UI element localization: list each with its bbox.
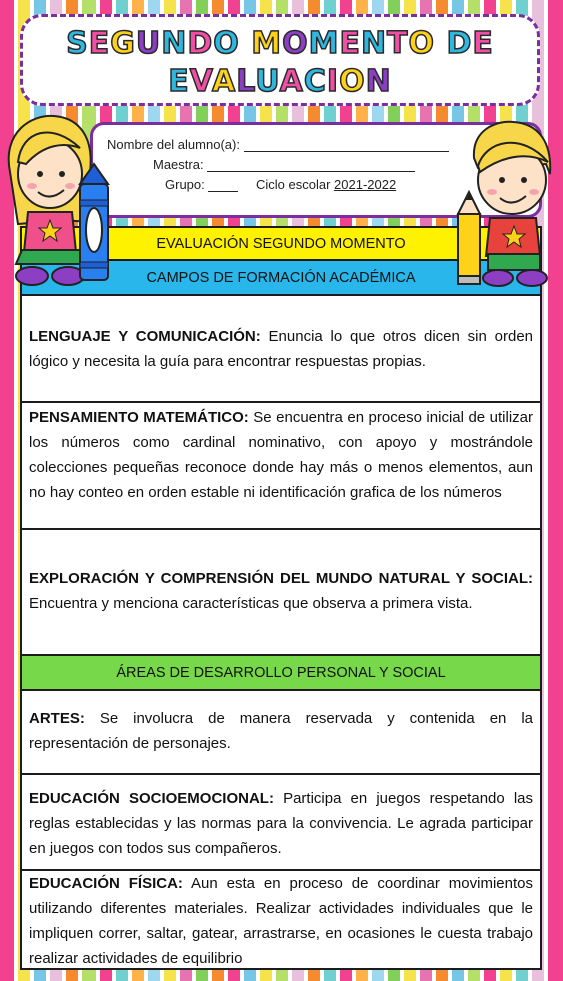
exploration-cell xyxy=(22,530,540,656)
title-line-1: SEGUNDO MOMENTO DE xyxy=(66,26,494,61)
math-heading: PENSAMIENTO MATEMÁTICO: xyxy=(29,409,249,426)
arts-text: Se involucra de manera reservada y contenida en la representación de personajes. xyxy=(29,710,534,752)
student-name-label: Nombre del alumno(a): xyxy=(107,137,240,152)
boy-with-pencil-illustration xyxy=(452,118,558,290)
math-cell xyxy=(22,403,540,530)
arts-heading: ARTES: xyxy=(29,710,85,727)
student-name-field[interactable] xyxy=(244,138,449,152)
academic-header: CAMPOS DE FORMACIÓN ACADÉMICA xyxy=(22,261,540,296)
group-label: Grupo: xyxy=(165,177,205,192)
teacher-label: Maestra: xyxy=(153,157,204,172)
girl-with-crayon-illustration xyxy=(2,112,114,290)
student-name-row xyxy=(107,137,449,152)
group-row xyxy=(165,177,396,192)
personal-header: ÁREAS DE DESARROLLO PERSONAL Y SOCIAL xyxy=(22,656,540,691)
language-text: Enuncia lo que otros dicen sin orden lógico y necesita la guía para encontrar respuestas propias. xyxy=(29,328,533,370)
teacher-row xyxy=(153,157,415,172)
evaluation-header: EVALUACIÓN SEGUNDO MOMENTO xyxy=(22,228,540,261)
socioemotional-cell xyxy=(22,775,540,871)
cycle-label: Ciclo escolar xyxy=(256,177,331,192)
socioemotional-text: Participa en juegos respetando las reglas establecidas y las normas para la convivencia. Le agrada participar en juegos con todos sus compañeros. xyxy=(29,790,534,857)
title-banner xyxy=(20,14,540,106)
socioemotional-heading: EDUCACIÓN SOCIOEMOCIONAL: xyxy=(29,790,274,807)
language-heading: LENGUAJE Y COMUNICACIÓN: xyxy=(29,328,261,345)
math-text: Se encuentra en proceso inicial de utilizar los números como cardinal nominativo, con apoyo y mostrándole colecciones pequeñas reconoce donde hay más o menos elementos, aun no hay conteo en orden estable ni identificación grafica de los números xyxy=(29,409,533,501)
arts-cell xyxy=(22,691,540,775)
exploration-text: Encuentra y menciona características que observa a primera vista. xyxy=(29,595,473,612)
teacher-field[interactable] xyxy=(207,158,415,172)
language-cell xyxy=(22,296,540,403)
exploration-heading: EXPLORACIÓN Y COMPRENSIÓN DEL MUNDO NATURAL Y SOCIAL: xyxy=(29,570,533,587)
title-line-2: EVALUACION xyxy=(168,64,392,99)
evaluation-table xyxy=(20,226,542,970)
physical-ed-cell xyxy=(22,871,540,970)
physical-ed-heading: EDUCACIÓN FÍSICA: xyxy=(29,875,183,892)
physical-ed-text: Aun esta en proceso de coordinar movimientos utilizando diferentes materiales. Realizar actividades individuales que le impliquen correr, saltar, gatear, arrastrarse, en ocasiones le cuesta trabajo realizar actividades de equilibrio xyxy=(29,875,533,967)
cycle-value: 2021-2022 xyxy=(334,177,397,192)
group-field[interactable] xyxy=(208,178,238,192)
